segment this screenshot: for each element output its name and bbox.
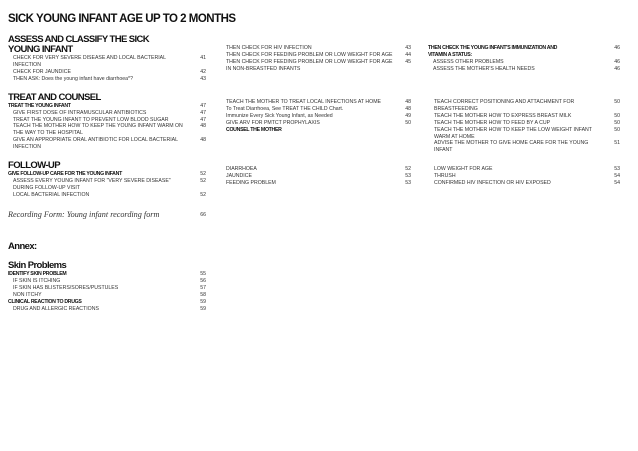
entry-page: 59 [200, 298, 206, 305]
toc-entry[interactable] [8, 285, 206, 292]
entry-text: IF SKIN HAS BLISTERS/SORES/PUSTULES [13, 284, 119, 291]
toc-entry[interactable] [226, 59, 411, 73]
toc-entry[interactable] [8, 69, 206, 76]
entry-page: 49 [405, 112, 411, 119]
entry-page: 50 [405, 119, 411, 126]
toc-entry[interactable] [8, 76, 206, 83]
entry-page: 44 [405, 51, 411, 58]
assess-heading-line1: ASSESS AND CLASSIFY THE SICK [8, 34, 150, 45]
entry-page: 54 [614, 179, 620, 186]
entry-text: ASSESS THE MOTHER'S HEALTH NEEDS [433, 65, 535, 72]
entry-text: ADVISE THE MOTHER TO GIVE HOME CARE FOR THE YOUNG INFANT [434, 140, 589, 154]
entry-text: TEACH THE MOTHER HOW TO FEED BY A CUP [434, 119, 551, 126]
toc-entry[interactable] [8, 178, 206, 192]
entry-page: 48 [200, 137, 206, 144]
entry-page: 46 [614, 45, 620, 51]
entry-page: 46 [614, 59, 620, 65]
toc-entry[interactable] [8, 137, 206, 151]
annex-heading: Annex: [8, 241, 37, 252]
followup-heading: FOLLOW-UP [8, 160, 60, 172]
entry-page: 50 [614, 119, 620, 126]
toc-entry[interactable] [428, 59, 620, 66]
entry-text: THEN ASK: Does the young infant have diarrhoea*? [13, 75, 133, 82]
entry-text: IDENTIFY SKIN PROBLEM [8, 271, 67, 277]
entry-page: 43 [200, 75, 206, 82]
entry-text: THEN CHECK FOR FEEDING PROBLEM OR LOW WEIGHT FOR AGE IN NON-BREASTFED INFANTS [226, 58, 393, 72]
skin-heading: Skin Problems [8, 260, 67, 271]
toc-entry[interactable] [434, 173, 620, 180]
assess-heading-line2: YOUNG INFANT [8, 44, 73, 55]
entry-page: 53 [405, 172, 411, 179]
entry-page: 47 [200, 116, 206, 123]
toc-column-2-treat [226, 99, 411, 134]
recording-form-link[interactable] [8, 210, 206, 220]
entry-text: GIVE ARV FOR PMTCT PROPHYLAXIS [226, 119, 320, 126]
entry-text: LOW WEIGHT FOR AGE [434, 166, 493, 172]
toc-entry[interactable] [8, 117, 206, 124]
entry-text: LOCAL BACTERIAL INFECTION [13, 191, 90, 198]
entry-page: 48 [405, 99, 411, 105]
entry-text: TEACH THE MOTHER TO TREAT LOCAL INFECTIONS AT HOME [226, 99, 381, 105]
entry-page: 48 [200, 123, 206, 130]
toc-entry[interactable] [8, 306, 206, 313]
toc-entry[interactable] [8, 278, 206, 285]
toc-entry[interactable] [226, 166, 411, 173]
entry-page: 41 [200, 55, 206, 61]
entry-text: Immunize Every Sick Young Infant, as Needed [226, 112, 333, 119]
toc-column-1 [8, 35, 206, 220]
entry-text: CHECK FOR JAUNDICE [13, 68, 71, 75]
toc-entry[interactable] [8, 292, 206, 299]
entry-text: DRUG AND ALLERGIC REACTIONS [13, 305, 99, 312]
entry-text: TEACH THE MOTHER HOW TO KEEP THE YOUNG INFANT WARM ON THE WAY TO THE HOSPITAL [13, 123, 183, 137]
entry-text: TEACH CORRECT POSITIONING AND ATTACHMENT FOR BREASTFEEDING [434, 99, 575, 112]
treat-heading: TREAT AND COUNSEL [8, 91, 101, 103]
entry-page: 42 [200, 68, 206, 75]
toc-entry[interactable] [226, 52, 411, 59]
entry-page: 57 [200, 284, 206, 291]
toc-entry[interactable] [434, 113, 620, 120]
toc-entry[interactable] [434, 120, 620, 127]
entry-text: CONFIRMED HIV INFECTION OR HIV EXPOSED [434, 179, 551, 186]
toc-entry[interactable] [434, 166, 620, 173]
toc-entry[interactable] [226, 45, 411, 52]
entry-page: 52 [405, 166, 411, 172]
toc-column-2-followup [226, 166, 411, 187]
entry-text: Recording Form: Young infant recording form [8, 209, 160, 219]
toc-entry[interactable] [226, 173, 411, 180]
entry-page: 55 [200, 271, 206, 277]
toc-entry[interactable] [226, 99, 411, 106]
toc-column-3-counsel [434, 99, 620, 154]
entry-text: THEN CHECK FOR FEEDING PROBLEM OR LOW WEIGHT FOR AGE [226, 51, 393, 58]
toc-subheading[interactable] [8, 103, 206, 110]
entry-text: IF SKIN IS ITCHING [13, 278, 61, 284]
toc-entry[interactable] [8, 110, 206, 117]
entry-text: THRUSH [434, 172, 456, 179]
entry-page: 58 [200, 291, 206, 298]
toc-entry[interactable] [226, 106, 411, 113]
entry-page: 45 [405, 58, 411, 65]
entry-text: To Treat Diarrhoea, See TREAT THE CHILD Chart. [226, 105, 344, 112]
entry-page: 50 [614, 99, 620, 105]
immunization-subheading-line2: VITAMIN A STATUS: [428, 52, 472, 58]
entry-page: 50 [614, 112, 620, 119]
toc-column-2 [226, 45, 411, 73]
entry-page: 50 [614, 126, 620, 133]
entry-text: ASSESS OTHER PROBLEMS [433, 59, 504, 65]
entry-page: 53 [614, 166, 620, 172]
toc-subheading[interactable] [8, 171, 206, 178]
annex-block [8, 242, 206, 313]
entry-text: GIVE AN APPROPRIATE ORAL ANTIBIOTIC FOR LOCAL BACTERIAL INFECTION [13, 137, 178, 151]
entry-page: 54 [614, 172, 620, 179]
toc-entry[interactable] [428, 66, 620, 73]
entry-text: TREAT THE YOUNG INFANT [8, 102, 71, 109]
toc-subheading[interactable] [8, 299, 206, 306]
entry-text: DIARRHOEA [226, 166, 257, 172]
entry-page: 47 [200, 109, 206, 116]
toc-column-3-followup [434, 166, 620, 187]
entry-text: CHECK FOR VERY SEVERE DISEASE AND LOCAL BACTERIAL INFECTION [13, 55, 166, 68]
entry-page: 66 [200, 211, 206, 218]
entry-page: 46 [614, 65, 620, 72]
toc-entry[interactable] [434, 99, 620, 113]
toc-entry[interactable] [434, 180, 620, 187]
entry-text: JAUNDICE [226, 172, 252, 179]
entry-text: GIVE FIRST DOSE OF INTRAMUSCULAR ANTIBIOTICS [13, 109, 147, 116]
entry-page: 43 [405, 45, 411, 51]
toc-column-3 [428, 45, 620, 73]
entry-page: 59 [200, 305, 206, 312]
entry-page: 52 [200, 171, 206, 178]
counsel-subheading[interactable]: COUNSEL THE MOTHER [226, 126, 282, 133]
toc-entry[interactable] [8, 192, 206, 199]
entry-text: NON ITCHY [13, 291, 42, 298]
toc-entry[interactable] [8, 55, 206, 69]
entry-page: 56 [200, 278, 206, 284]
entry-page: 52 [200, 178, 206, 185]
entry-text: GIVE FOLLOW-UP CARE FOR THE YOUNG INFANT [8, 171, 122, 178]
entry-text: CLINICAL REACTION TO DRUGS [8, 298, 82, 305]
toc-entry[interactable] [226, 120, 411, 127]
entry-text: TREAT THE YOUNG INFANT TO PREVENT LOW BLOOD SUGAR [13, 116, 169, 123]
toc-entry[interactable] [226, 180, 411, 187]
entry-text: ASSESS EVERY YOUNG INFANT FOR "VERY SEVERE DISEASE" DURING FOLLOW-UP VISIT [13, 178, 171, 191]
entry-text: FEEDING PROBLEM [226, 179, 276, 186]
toc-entry[interactable] [434, 140, 620, 154]
toc-subheading[interactable] [8, 271, 206, 278]
entry-text: THEN CHECK FOR HIV INFECTION [226, 45, 312, 51]
entry-page: 47 [200, 102, 206, 109]
entry-text: TEACH THE MOTHER HOW TO KEEP THE LOW WEIGHT INFANT WARM AT HOME [434, 126, 592, 140]
toc-entry[interactable] [8, 123, 206, 137]
entry-text: THEN CHECK THE YOUNG INFANT'S IMMUNIZATION AND [428, 45, 558, 51]
entry-page: 53 [405, 179, 411, 186]
entry-page: 52 [200, 191, 206, 198]
entry-text: TEACH THE MOTHER HOW TO EXPRESS BREAST MILK [434, 112, 572, 119]
toc-subheading[interactable] [428, 45, 620, 52]
entry-page: 48 [405, 105, 411, 112]
entry-page: 51 [614, 140, 620, 147]
toc-entry[interactable] [226, 113, 411, 120]
toc-entry[interactable] [434, 127, 620, 141]
page-title: SICK YOUNG INFANT AGE UP TO 2 MONTHS [8, 13, 236, 25]
